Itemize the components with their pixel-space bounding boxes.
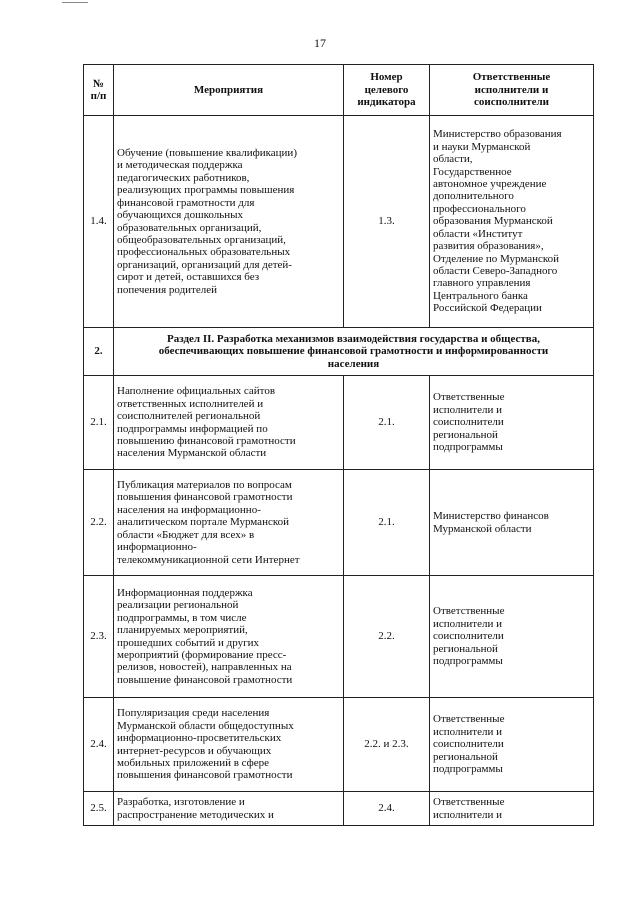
header-activity: Мероприятия [114,65,344,116]
row-responsible: Ответственные исполнители и соисполнители региональной подпрограммы [430,376,594,470]
row-num: 1.4. [84,116,114,328]
row-indicator: 2.2. [344,576,430,698]
table-row [84,792,594,826]
row-indicator: 2.1. [344,376,430,470]
row-indicator: 2.1. [344,470,430,576]
header-responsible: Ответственные исполнители и соисполнители [430,65,594,116]
table-row [84,698,594,792]
row-responsible: Министерство финансов Мурманской области [430,470,594,576]
row-num: 2.1. [84,376,114,470]
row-activity: Обучение (повышение квалификации) и методическая поддержка педагогических работников, реализующих программы повышения финансовой грамотности для обучающихся дошкольных образовательных организаций, общеобразовательных организаций, профессиональных образовательных организаций, организаций для детей- сирот и детей, оставшихся без попечения родителей [114,116,344,328]
activities-table [83,64,594,826]
section-num: 2. [84,328,114,376]
section-title: Раздел II. Разработка механизмов взаимодействия государства и общества, обеспечивающих повышение финансовой грамотности и информированности населения [114,328,594,376]
table-header-row [84,65,594,116]
row-responsible: Ответственные исполнители и соисполнители региональной подпрограммы [430,698,594,792]
table-row [84,116,594,328]
row-responsible: Министерство образования и науки Мурманской области, Государственное автономное учреждение дополнительного профессионального образования Мурманской области «Институт развития образования», Отделение по Мурманской области Северо-Западного главного управления Центрального банка Российской Федерации [430,116,594,328]
top-margin-mark [62,2,88,3]
row-indicator: 2.2. и 2.3. [344,698,430,792]
row-responsible: Ответственные исполнители и [430,792,594,826]
row-activity: Популяризация среди населения Мурманской области общедоступных информационно-просветительских интернет-ресурсов и обучающих мобильных приложений в сфере повышения финансовой грамотности [114,698,344,792]
row-activity: Наполнение официальных сайтов ответственных исполнителей и соисполнителей региональной подпрограммы информацией по повышению финансовой грамотности населения Мурманской области [114,376,344,470]
header-indicator: Номер целевого индикатора [344,65,430,116]
table-row [84,376,594,470]
table-row [84,470,594,576]
row-num: 2.5. [84,792,114,826]
row-num: 2.2. [84,470,114,576]
row-activity: Информационная поддержка реализации региональной подпрограммы, в том числе планируемых мероприятий, прошедших событий и других мероприятий (формирование пресс- релизов, новостей), направленных на повышение финансовой грамотности [114,576,344,698]
row-activity: Публикация материалов по вопросам повышения финансовой грамотности населения на информационно- аналитическом портале Мурманской области «Бюджет для всех» в информационно- телекоммуникационной сети Интернет [114,470,344,576]
row-num: 2.4. [84,698,114,792]
row-indicator: 1.3. [344,116,430,328]
table-row [84,576,594,698]
row-indicator: 2.4. [344,792,430,826]
section-row [84,328,594,376]
row-num: 2.3. [84,576,114,698]
header-num: № п/п [84,65,114,116]
row-responsible: Ответственные исполнители и соисполнители региональной подпрограммы [430,576,594,698]
page-number: 17 [314,36,326,50]
row-activity: Разработка, изготовление и распространение методических и [114,792,344,826]
